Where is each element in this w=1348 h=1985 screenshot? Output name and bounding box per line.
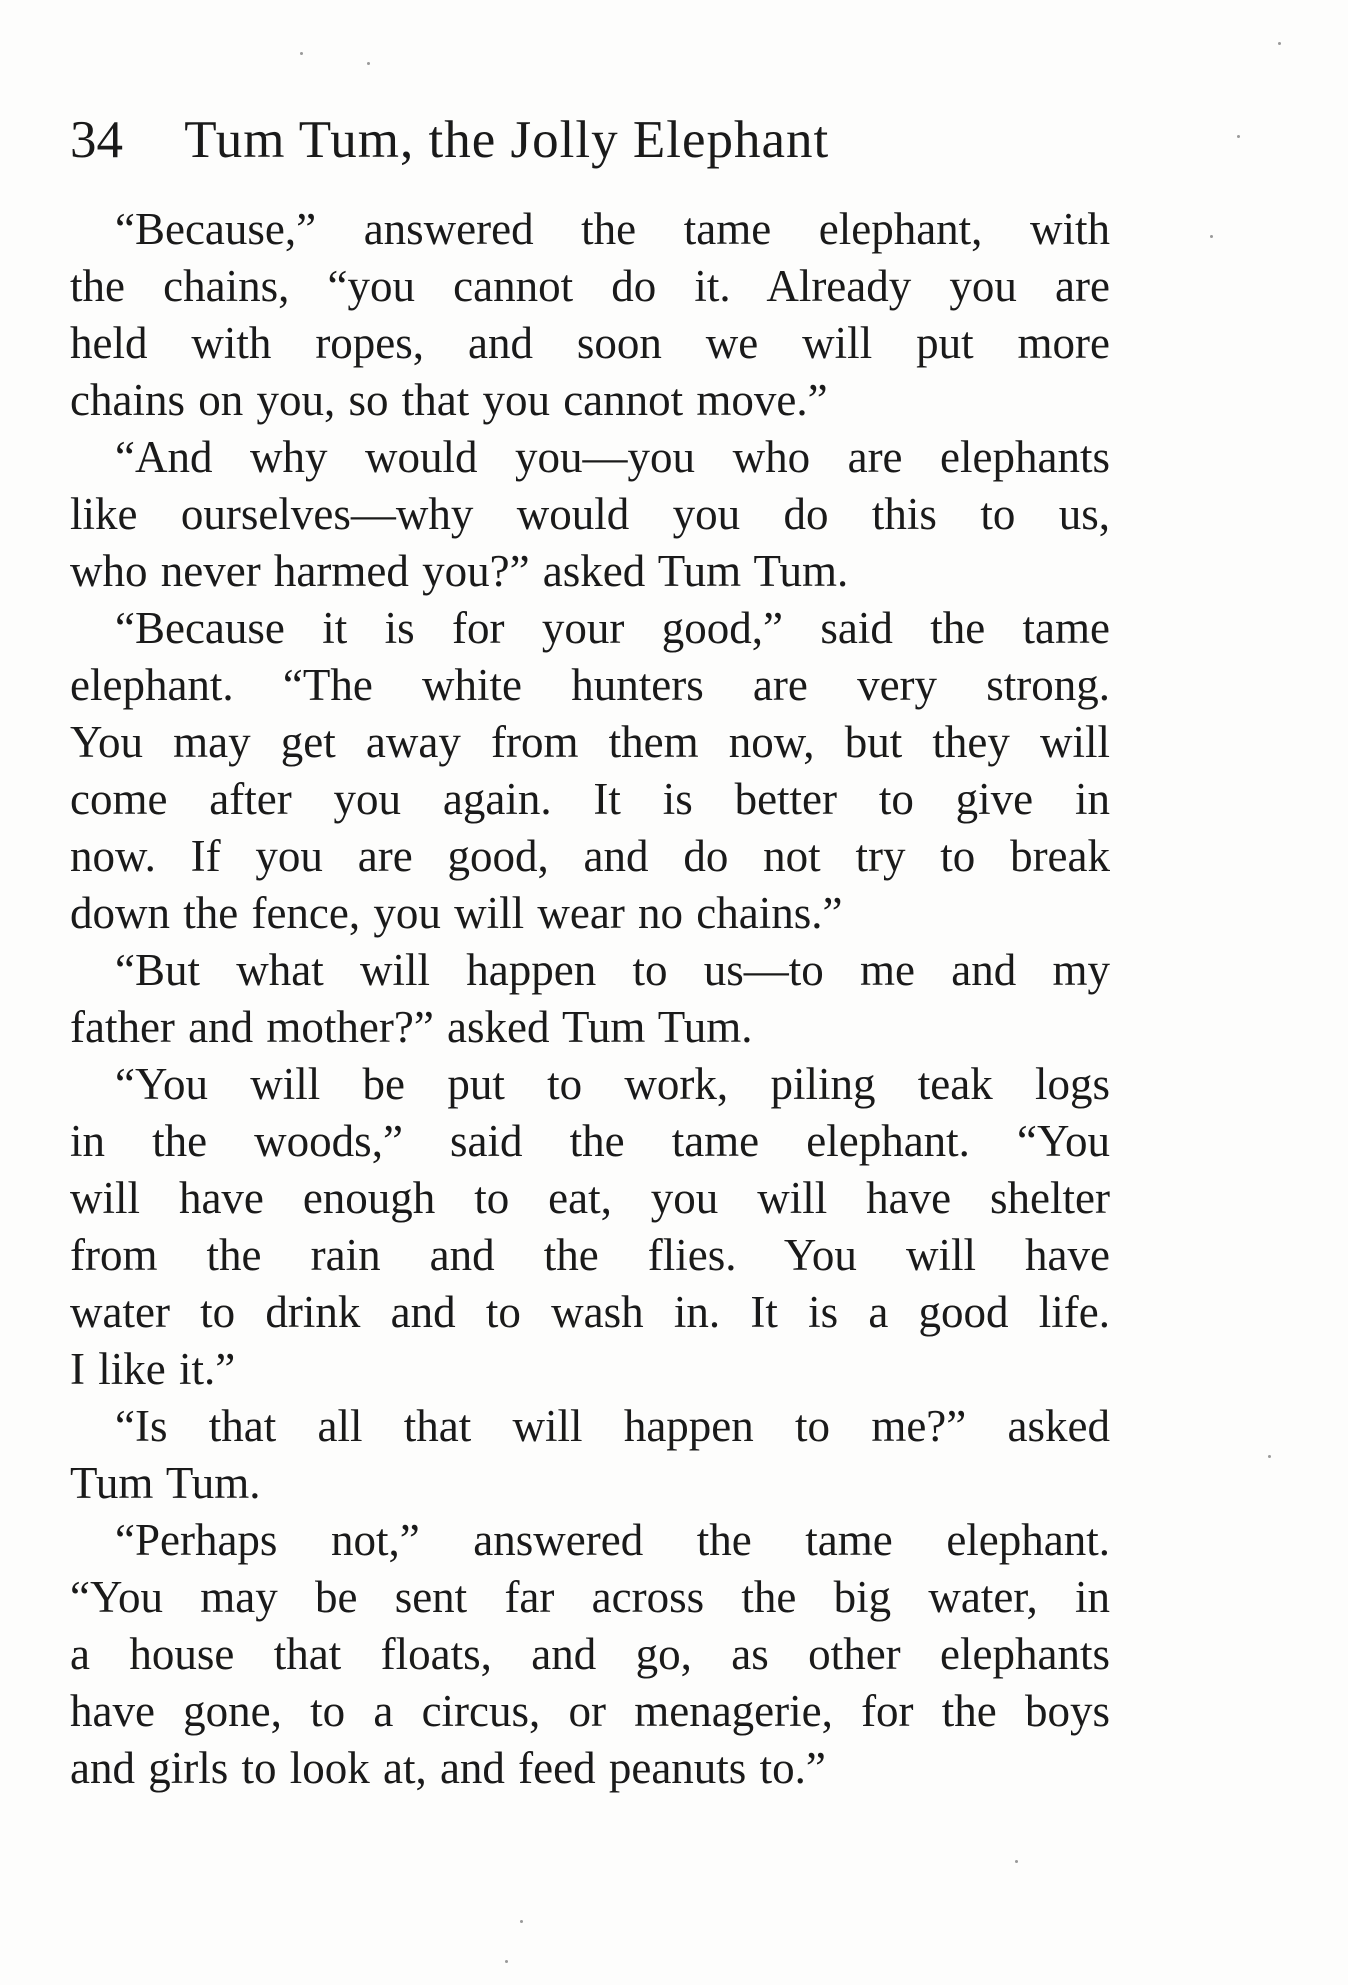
text-line: have gone, to a circus, or menagerie, for the boys [70, 1686, 1110, 1736]
text-line: “Because it is for your good,” said the tame [115, 603, 1110, 653]
scan-speck [505, 1960, 508, 1963]
page-number: 34 [70, 111, 123, 169]
text-line: now. If you are good, and do not try to break [70, 831, 1110, 881]
text-line: like ourselves—why would you do this to us, [70, 489, 1110, 539]
text-line: You may get away from them now, but they will [70, 717, 1110, 767]
page-header [70, 100, 1110, 180]
paragraph [70, 201, 1110, 429]
text-line: “Because,” answered the tame elephant, with [115, 204, 1110, 254]
text-line: “Perhaps not,” answered the tame elephant. [115, 1515, 1110, 1565]
paragraph [70, 429, 1110, 600]
text-line: held with ropes, and soon we will put more [70, 318, 1110, 368]
scan-speck [1015, 1860, 1018, 1863]
text-line: will have enough to eat, you will have shelter [70, 1173, 1110, 1223]
text-line: “But what will happen to us—to me and my [115, 945, 1110, 995]
text-line: and girls to look at, and feed peanuts to.” [70, 1743, 826, 1793]
scan-speck [1237, 135, 1240, 138]
text-line: from the rain and the flies. You will have [70, 1230, 1110, 1280]
paragraph [70, 600, 1110, 942]
text-line: water to drink and to wash in. It is a good life. [70, 1287, 1110, 1337]
text-line: a house that floats, and go, as other elephants [70, 1629, 1110, 1679]
scan-speck [1268, 1455, 1271, 1458]
text-line: “And why would you—you who are elephants [115, 432, 1110, 482]
text-line: chains on you, so that you cannot move.” [70, 375, 828, 425]
text-line: I like it.” [70, 1344, 236, 1394]
scan-speck [300, 52, 303, 55]
text-line: in the woods,” said the tame elephant. “You [70, 1116, 1110, 1166]
text-line: who never harmed you?” asked Tum Tum. [70, 546, 849, 596]
text-line: “You may be sent far across the big water, in [70, 1572, 1110, 1622]
scan-speck [1210, 235, 1213, 238]
text-line: come after you again. It is better to give in [70, 774, 1110, 824]
text-line: the chains, “you cannot do it. Already you are [70, 261, 1110, 311]
text-line: down the fence, you will wear no chains.” [70, 888, 843, 938]
paragraph [70, 942, 1110, 1056]
running-title: Tum Tum, the Jolly Elephant [184, 111, 830, 169]
text-line: elephant. “The white hunters are very strong. [70, 660, 1110, 710]
paragraph [70, 1056, 1110, 1398]
scan-speck [520, 1920, 523, 1923]
paragraph [70, 1398, 1110, 1512]
scan-speck [1278, 42, 1281, 45]
text-line: Tum Tum. [70, 1458, 261, 1508]
text-line: “You will be put to work, piling teak logs [115, 1059, 1110, 1109]
scan-speck [367, 62, 370, 65]
text-line: “Is that all that will happen to me?” asked [115, 1401, 1110, 1451]
text-line: father and mother?” asked Tum Tum. [70, 1002, 753, 1052]
paragraph [70, 1512, 1110, 1797]
body-text [70, 201, 1110, 1797]
